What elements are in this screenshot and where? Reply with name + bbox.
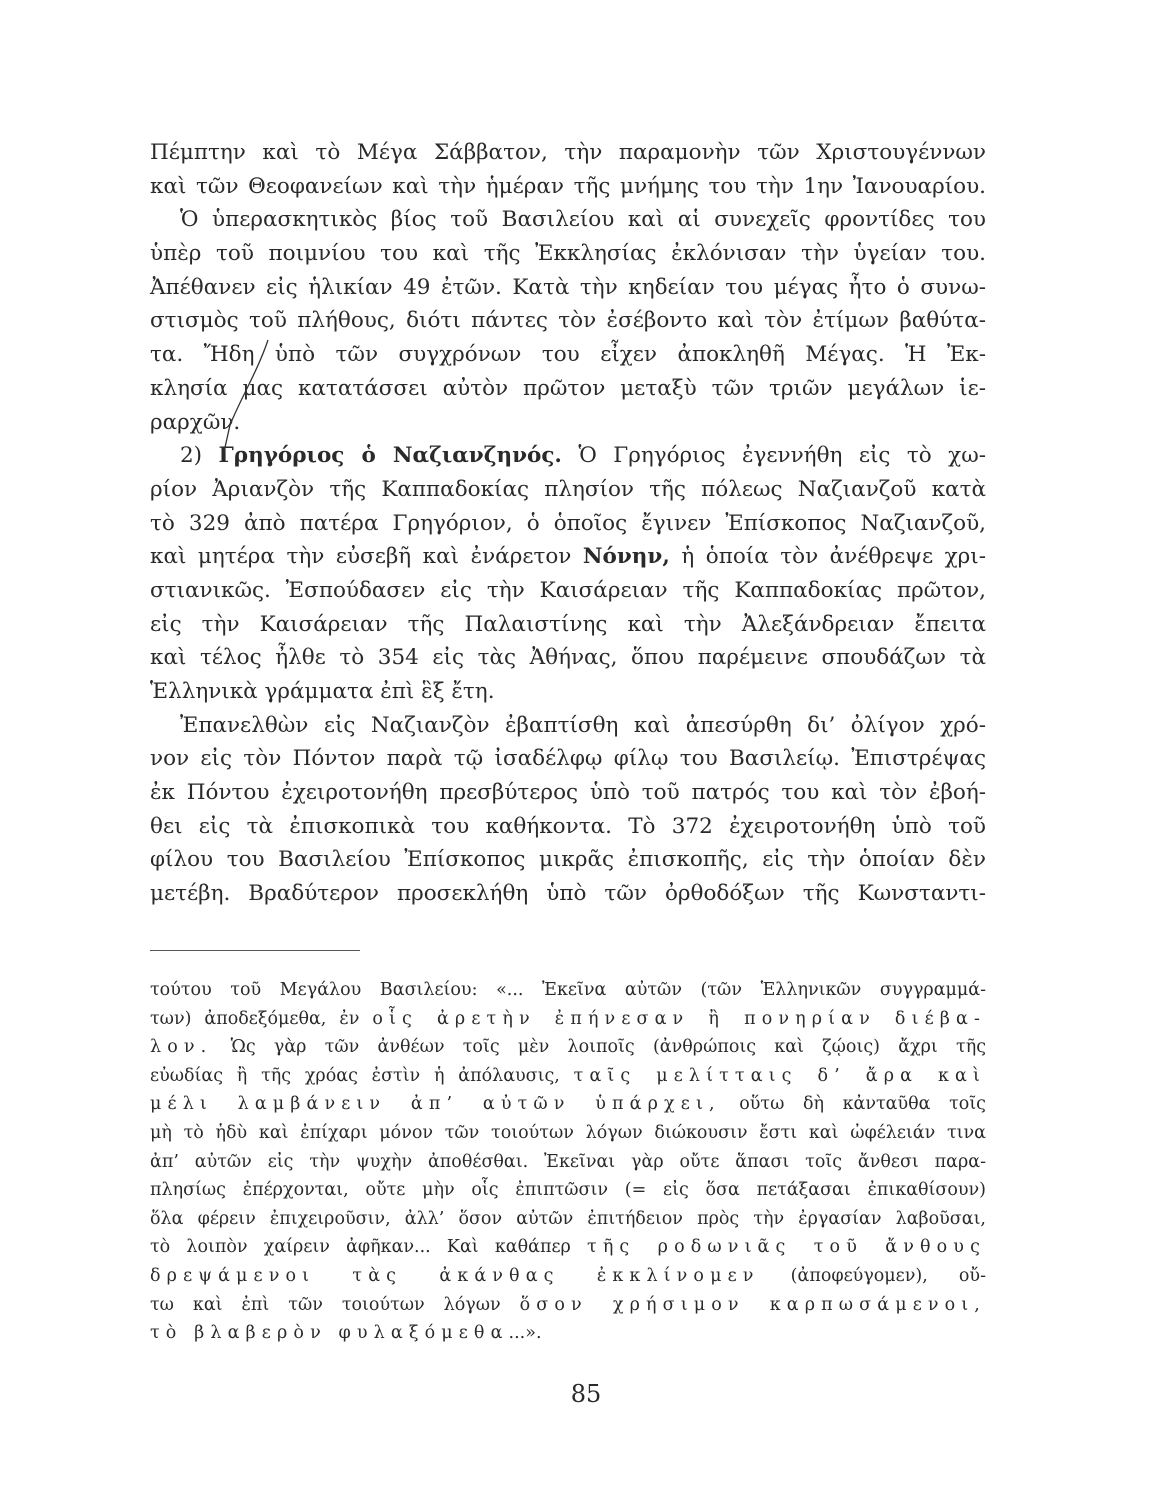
spaced-text: ταῖς μελίτταις δ’ ἄρα καὶ <box>573 1065 986 1086</box>
text-segment: στιανικῶς. Ἐσπούδασεν εἰς τὴν Καισάρειαν τῆς Καππαδοκίας πρῶτον, <box>150 577 986 603</box>
text-segment: τὸ 329 ἀπὸ πατέρα Γρηγόριον, ὁ ὁποῖος ἔγινεν Ἐπίσκοπος Ναζιανζοῦ, <box>150 510 986 536</box>
footnote-line <box>150 1205 986 1234</box>
page-number: 85 <box>570 1380 602 1408</box>
spaced-text: οἷς ἀρετὴν ἐπήνεσαν ἢ πονηρίαν διέβα- <box>372 1008 986 1029</box>
text-line <box>150 776 986 810</box>
text-line <box>150 507 986 541</box>
footnote-line <box>150 1291 986 1320</box>
footnote-line <box>150 1176 986 1205</box>
text-segment: ἐκ Πόντου ἐχειροτονήθη πρεσβύτερος ὑπὸ τοῦ πατρός του καὶ τὸν ἐβοή- <box>150 780 986 806</box>
text-line <box>150 170 986 204</box>
text-segment: ρίον Ἀριανζὸν τῆς Καππαδοκίας πλησίον τῆς πόλεως Ναζιανζοῦ κατὰ <box>150 476 986 502</box>
text-line <box>150 810 986 844</box>
text-line <box>150 372 986 406</box>
text-segment: Ὡς γὰρ τῶν ἀνθέων τοῖς μὲν λοιποῖς (ἀνθρώποις καὶ ζῴοις) ἄχρι τῆς <box>212 1037 986 1058</box>
text-segment: καὶ τέλος ἦλθε τὸ 354 εἰς τὰς Ἀθήνας, ὅπου παρέμεινε σπουδάζων τὰ <box>150 645 986 671</box>
footnote-line <box>150 1319 986 1348</box>
text-line <box>150 608 986 642</box>
text-segment: Πέμπτην καὶ τὸ Μέγα Σάββατον, τὴν παραμονὴν τῶν Χριστουγέννων <box>150 140 986 165</box>
text-segment: νον εἰς τὸν Πόντον παρὰ τῷ ἰσαδέλφῳ φίλῳ του Βασιλείῳ. Ἐπιστρέψας <box>150 746 986 772</box>
text-line <box>150 843 986 877</box>
text-segment: τούτου τοῦ Μεγάλου Βασιλείου: «... Ἐκεῖνα αὐτῶν (τῶν Ἑλληνικῶν συγγραμμά- <box>150 980 986 1000</box>
text-segment: ὅλα φέρειν ἐπιχειροῦσιν, ἀλλ’ ὅσον αὐτῶν ἐπιτήδειον πρὸς τὴν ἐργασίαν λαβοῦσαι, <box>150 1208 986 1229</box>
footnote <box>150 976 986 1348</box>
text-segment: ...». <box>508 1323 542 1344</box>
text-line <box>150 406 986 440</box>
bold-text: Γρηγόριος ὁ Ναζιανζηνός. <box>218 443 562 469</box>
text-segment: καὶ τῶν Θεοφανείων καὶ τὴν ἡμέραν τῆς μνήμης του τὴν 1ην Ἰανουαρίου. <box>150 173 986 199</box>
spaced-text: λον. <box>150 1037 213 1058</box>
text-segment: τὸ λοιπὸν χαίρειν ἀφῆκαν... Καὶ καθάπερ <box>150 1237 588 1258</box>
spaced-text: τὸ βλαβερὸν φυλαξόμεθα <box>150 1323 509 1344</box>
text-line <box>150 473 986 507</box>
footnote-line <box>150 1233 986 1262</box>
footnote-divider <box>150 950 360 951</box>
footnote-line <box>150 1005 986 1034</box>
footnote-line <box>150 1119 986 1148</box>
text-segment: Ἀπέθανεν εἰς ἡλικίαν 49 ἐτῶν. Κατὰ τὴν κηδείαν του μέγας ἦτο ὁ συνω- <box>150 274 986 300</box>
text-segment: μὴ τὸ ἡδὺ καὶ ἐπίχαρι μόνον τῶν τοιούτων λόγων διώκουσιν ἔστι καὶ ὠφέλειάν τινα <box>150 1122 986 1143</box>
text-segment: Ὁ Γρηγόριος ἐγεννήθη εἰς τὸ χω- <box>561 443 987 469</box>
text-line <box>150 675 986 709</box>
spaced-text: τῆς ροδωνιᾶς τοῦ ἄνθους <box>587 1237 986 1258</box>
text-line <box>150 709 986 743</box>
text-segment: μετέβη. Βραδύτερον προσεκλήθη ὑπὸ τῶν ὀρθοδόξων τῆς Κωνσταντι- <box>150 881 986 907</box>
text-segment: Ὁ ὑπερασκητικὸς βίος τοῦ Βασιλείου καὶ αἱ συνεχεῖς φροντίδες του <box>180 207 986 233</box>
text-segment: πλησίως ἐπέρχονται, οὔτε μὴν οἷς ἐπιπτῶσιν (= εἰς ὅσα πετάξασαι ἐπικαθίσουν) <box>150 1180 986 1201</box>
text-segment: κλησία μας κατατάσσει αὐτὸν πρῶτον μεταξὺ τῶν τριῶν μεγάλων ἱε- <box>150 375 986 401</box>
main-text <box>150 136 986 911</box>
text-segment: Ἑλληνικὰ γράμματα ἐπὶ ἓξ ἔτη. <box>150 679 495 704</box>
text-segment: τω καὶ ἐπὶ τῶν τοιούτων λόγων <box>150 1294 520 1315</box>
text-line <box>150 877 986 911</box>
text-segment: καὶ μητέρα τὴν εὐσεβῆ καὶ ἐνάρετον <box>150 544 583 570</box>
text-segment: στισμὸς τοῦ πλήθους, διότι πάντες τὸν ἐσέβοντο καὶ τὸν ἐτίμων βαθύτα- <box>150 308 986 334</box>
footnote-line <box>150 1262 986 1291</box>
text-line <box>150 574 986 608</box>
footnote-line <box>150 1090 986 1119</box>
footnote-line <box>150 1062 986 1091</box>
text-segment: (ἀποφεύγομεν), οὔ- <box>759 1265 986 1286</box>
text-line <box>150 338 986 372</box>
text-line <box>150 742 986 776</box>
text-line <box>150 540 986 574</box>
text-segment: θει εἰς τὰ ἐπισκοπικὰ του καθήκοντα. Τὸ 372 ἐχειροτονήθη ὑπὸ τοῦ <box>150 813 986 839</box>
text-line <box>150 136 986 170</box>
spaced-text: μέλι λαμβάνειν ἀπ’ αὐτῶν ὑπάρχει, <box>150 1094 721 1115</box>
text-segment: ραρχῶν. <box>150 409 241 435</box>
text-segment: των) ἀποδεξόμεθα, ἐν <box>150 1008 373 1029</box>
text-segment: εὐωδίας ἢ τῆς χρόας ἐστὶν ἡ ἀπόλαυσις, <box>150 1065 574 1086</box>
text-segment: 2) <box>180 443 219 469</box>
footnote-line <box>150 976 986 1005</box>
text-line <box>150 304 986 338</box>
text-segment: ἡ ὁποία τὸν ἀνέθρεψε χρι- <box>669 544 986 570</box>
text-line <box>150 641 986 675</box>
text-line <box>150 237 986 271</box>
text-segment: οὕτω δὴ κἀνταῦθα τοῖς <box>720 1094 986 1115</box>
text-segment: Ἐπανελθὼν εἰς Ναζιανζὸν ἐβαπτίσθη καὶ ἀπεσύρθη δι’ ὀλίγον χρό- <box>180 712 986 738</box>
footnote-line <box>150 1033 986 1062</box>
text-segment: φίλου του Βασιλείου Ἐπίσκοπος μικρᾶς ἐπισκοπῆς, εἰς τὴν ὁποίαν δὲν <box>150 847 986 873</box>
text-line <box>150 271 986 305</box>
bold-text: Νόνην, <box>582 544 670 570</box>
footnote-line <box>150 1148 986 1177</box>
spaced-text: ὅσον χρήσιμον καρπωσάμενοι, <box>519 1294 986 1315</box>
text-line <box>150 439 986 473</box>
text-segment: ὑπὲρ τοῦ ποιμνίου του καὶ τῆς Ἐκκλησίας ἐκλόνισαν τὴν ὑγείαν του. <box>150 241 986 267</box>
text-segment: εἰς τὴν Καισάρειαν τῆς Παλαιστίνης καὶ τὴν Ἀλεξάνδρειαν ἔπειτα <box>150 611 986 637</box>
text-line <box>150 203 986 237</box>
spaced-text: δρεψάμενοι τὰς ἀκάνθας ἐκκλίνομεν <box>150 1265 760 1286</box>
text-segment: ἀπ’ αὐτῶν εἰς τὴν ψυχὴν ἀποθέσθαι. Ἐκεῖναι γὰρ οὔτε ἅπασι τοῖς ἄνθεσι παρα- <box>150 1151 986 1172</box>
text-segment: τα. Ἤδη ὑπὸ τῶν συγχρόνων του εἶχεν ἀποκληθῆ Μέγας. Ἡ Ἐκ- <box>150 342 986 368</box>
